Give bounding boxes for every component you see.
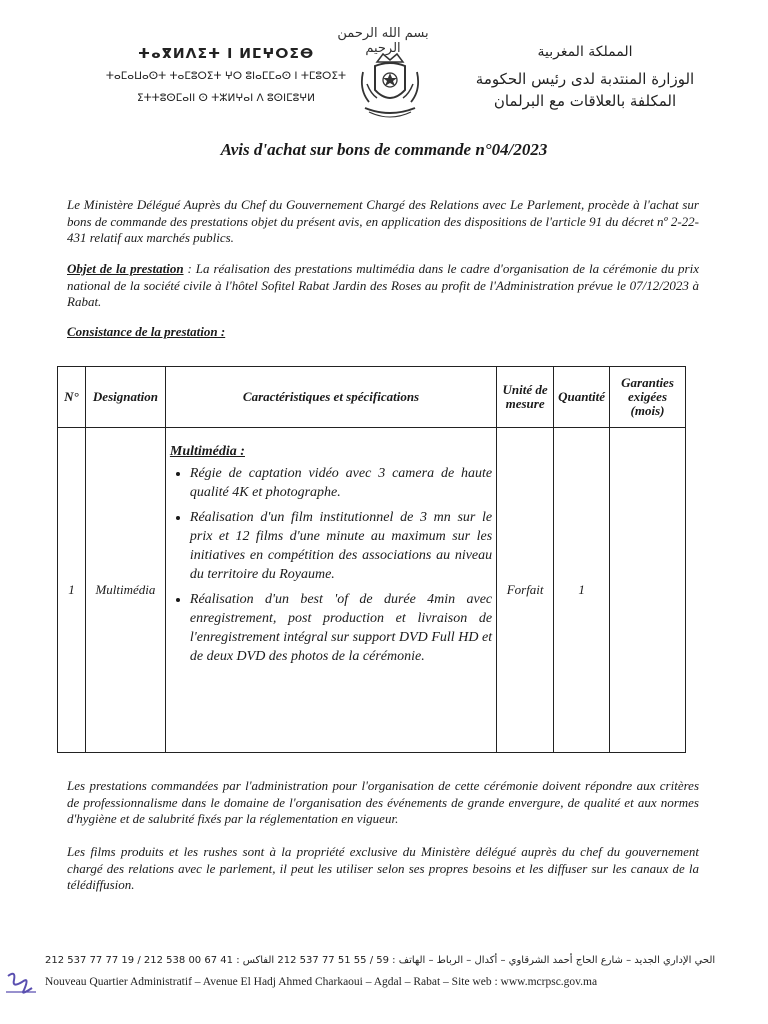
document-title: Avis d'achat sur bons de commande n°04/2023 [220,140,548,159]
table-header-row [58,367,686,428]
cell-unite: Forfait [497,428,554,753]
spec-title: Multimédia : [169,444,245,459]
cell-quantite: 1 [554,428,610,753]
spec-item: • Régie de captation vidéo avec 3 camera de haute qualité 4K et photographe. [190,464,492,502]
header-garanties: Garanties exigées (mois) [610,367,686,428]
objet-label: Objet de la prestation [67,261,184,276]
signature-mark [2,968,40,998]
header-unite: Unité de mesure [497,367,554,428]
consistance-heading: Consistance de la prestation : [67,324,226,339]
header-arabic-line-2: الوزارة المنتدبة لدى رئيس الحكومة [475,70,695,88]
films-paragraph: Les films produits et les rushes sont à la propriété exclusive du Ministère délégué auprès du chef du gouvernement chargé des relations avec le parlement, il peut les utiliser selon ses propres besoins et les diffuser sur les canaux de la télédiffusion. [67,844,699,892]
objet-paragraph [67,261,699,311]
intro-paragraph: Le Ministère Délégué Auprès du Chef du Gouvernement Chargé des Relations avec Le Parlement, procède à l'achat sur bons de commande des prestations objet du présent avis, en application des dispositions de l'article 91 du décret nº 2-22-431 relatif aux marchés publics. [67,197,699,245]
cell-garanties [610,428,686,753]
footer-french-address: Nouveau Quartier Administratif – Avenue El Hadj Ahmed Charkaoui – Agdal – Rabat – Site web : www.mcrpsc.gov.ma [45,976,598,988]
objet-text: La réalisation des prestations multimédia dans le cadre d'organisation de la cérémonie du prix national de la société civile à l'hôtel Sofitel Rabat Jardin des Roses au profit de l'Administration prévue le 07/12/2023 à Rabat. [67,261,699,309]
prestations-paragraph: Les prestations commandées par l'administration pour l'organisation de cette cérémonie doivent répondre aux critères de professionnalisme dans le domaine de l'organisation des événements de grande envergure, de qualité et aux normes d'hygiène et de salubrité fixés par la réglementation en vigueur. [67,778,699,826]
header-tifinagh-line-2: ⵜⴰⵎⴰⵡⴰⵙⵜ ⵜⴰⵎⵓⵔⵉⵜ ⵖⵔ ⵓⵏⴰⵎⵎⴰⵙ ⵏ ⵜⵎⵓⵔⵉⵜ [105,70,347,82]
header-tifinagh-line-1: ⵜⴰⴳⵍⴷⵉⵜ ⵏ ⵍⵎⵖⵔⵉⴱ [137,46,315,62]
coat-of-arms-emblem [355,50,425,122]
prestation-table [57,366,686,753]
table-row [58,428,686,753]
spec-list [170,464,492,666]
header-spec: Caractéristiques et spécifications [165,367,496,428]
cell-spec [165,428,496,753]
objet-separator: : [183,261,196,276]
spec-item: • Réalisation d'un best 'of de durée 4min avec enregistrement, post production et livraison de l'enregistrement intégral sur support DVD Full HD et de deux DVD des photos de la cérémonie. [190,590,492,666]
basmala: بسم الله الرحمن الرحيم [337,26,429,56]
header-quantite: Quantité [554,367,610,428]
cell-designation: Multimédia [85,428,165,753]
spec-item: • Réalisation d'un film institutionnel de 3 mn sur le prix et 12 films d'une minute au maximum sur les initiatives en compétition des associations au niveau du territoire du Royaume. [190,508,492,584]
footer-arabic-address: الحي الإداري الجديد – شارع الحاج أحمد الشرقاوي – أكدال – الرباط – الهاتف : 59 / 55 51 77 537 212 الفاكس : 41 67 00 538 212 / 19 77 77 537 212 [45,955,716,966]
header-arabic-line-3: المكلفة بالعلاقات مع البرلمان [493,92,677,110]
header-designation: Designation [85,367,165,428]
header-tifinagh-line-3: ⵉⵜⵜⵓⵙⵎⴰⵏⵏ ⵙ ⵜⵣⵍⵖⴰⵏ ⴷ ⵓⵙⵏⵎⵓⵖⵍ [136,92,315,104]
header-arabic-line-1: المملكة المغربية [537,44,633,60]
cell-no: 1 [58,428,86,753]
header-no: N° [58,367,86,428]
